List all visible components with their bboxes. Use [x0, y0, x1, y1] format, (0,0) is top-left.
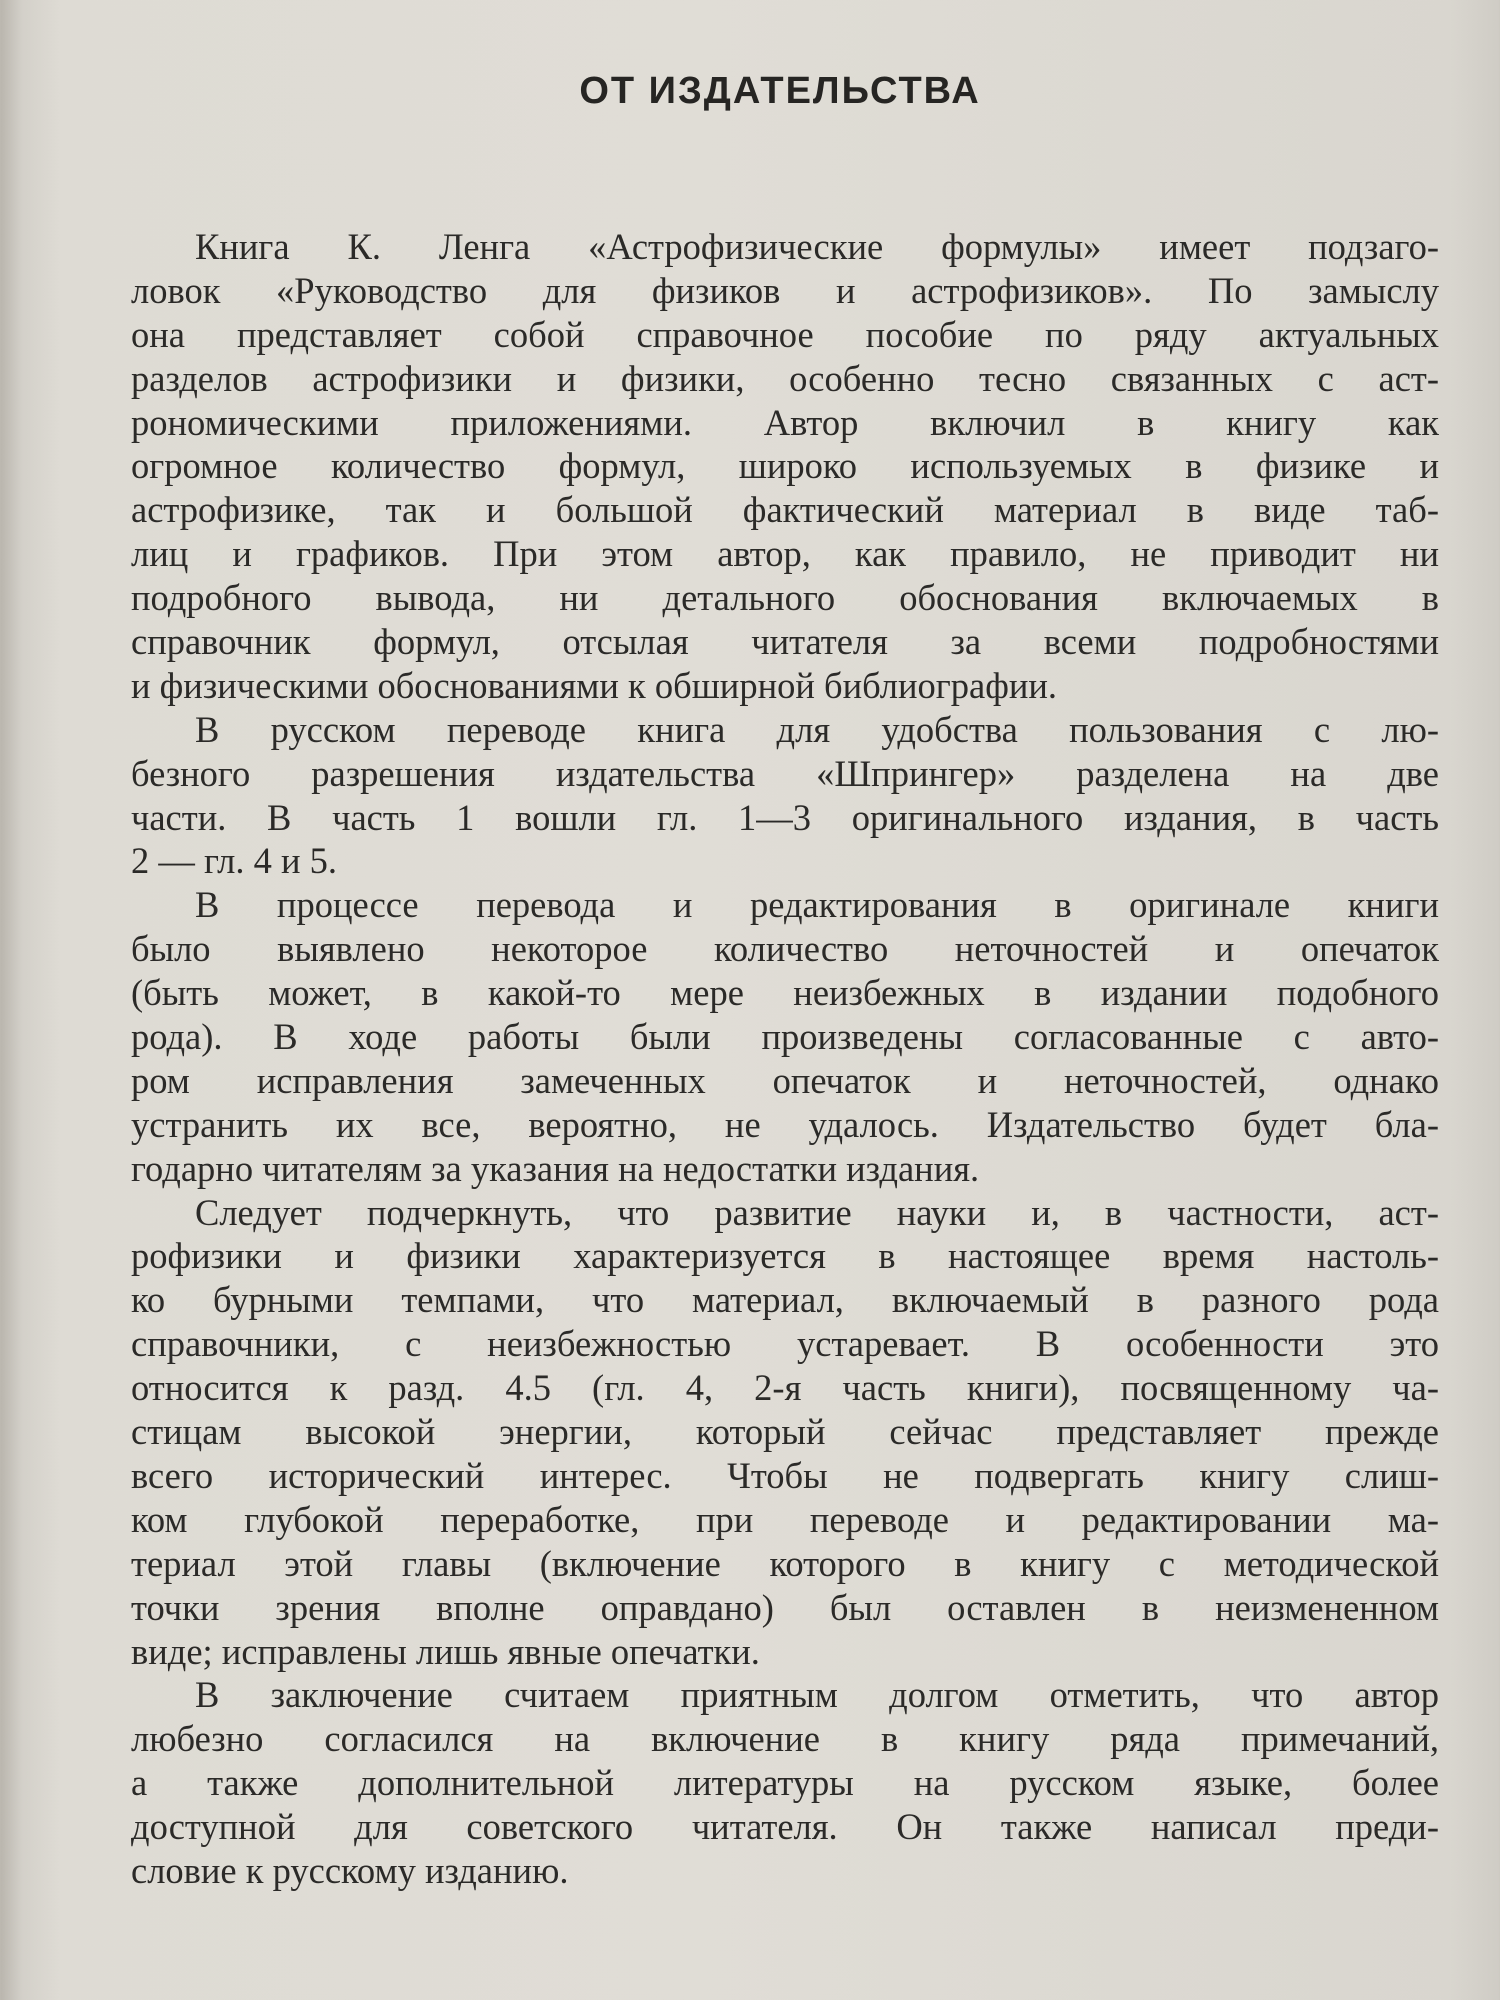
- text-line: рода). В ходе работы были произведены согласованные с авто-: [131, 1016, 1439, 1058]
- text-line: относится к разд. 4.5 (гл. 4, 2-я часть книги), посвященному ча-: [131, 1367, 1439, 1409]
- text-line: точки зрения вполне оправдано) был оставлен в неизмененном: [131, 1586, 1439, 1628]
- page-title: ОТ ИЗДАТЕЛЬСТВА: [579, 70, 981, 112]
- text-line: справочники, с неизбежностью устаревает. В особенности это: [131, 1323, 1439, 1365]
- text-line: а также дополнительной литературы на русском языке, более: [131, 1762, 1439, 1804]
- text-line: ром исправления замеченных опечаток и неточностей, однако: [131, 1059, 1439, 1101]
- text-line: териал этой главы (включение которого в книгу с методической: [131, 1542, 1439, 1584]
- text-line: огромное количество формул, широко используемых в физике и: [131, 445, 1439, 487]
- page-body: [131, 225, 1439, 1893]
- text-line: доступной для советского читателя. Он также написал преди-: [131, 1806, 1439, 1848]
- text-line: годарно читателям за указания на недостатки издания.: [131, 1147, 980, 1189]
- text-line: и физическими обоснованиями к обширной библиографии.: [131, 664, 1058, 706]
- text-line: Книга К. Ленга «Астрофизические формулы» имеет подзаго-: [195, 226, 1439, 267]
- text-line: она представляет собой справочное пособие по ряду актуальных: [131, 313, 1439, 355]
- text-line: части. В часть 1 вошли гл. 1—3 оригинального издания, в часть: [131, 796, 1439, 838]
- text-line: виде; исправлены лишь явные опечатки.: [131, 1630, 760, 1672]
- text-line: всего исторический интерес. Чтобы не подвергать книгу слиш-: [131, 1454, 1439, 1496]
- text-line: астрофизике, так и большой фактический материал в виде таб-: [131, 489, 1439, 531]
- text-line: было выявлено некоторое количество неточностей и опечаток: [131, 928, 1439, 970]
- text-line: ком глубокой переработке, при переводе и редактировании ма-: [131, 1498, 1439, 1540]
- text-line: В процессе перевода и редактирования в оригинале книги: [195, 884, 1439, 926]
- text-line: устранить их все, вероятно, не удалось. Издательство будет бла-: [131, 1103, 1439, 1145]
- text-line: (быть может, в какой-то мере неизбежных в издании подобного: [131, 972, 1439, 1014]
- text-line: рофизики и физики характеризуется в настоящее время настоль-: [131, 1235, 1439, 1277]
- text-line: 2 — гл. 4 и 5.: [131, 840, 337, 882]
- text-line: разделов астрофизики и физики, особенно тесно связанных с аст-: [131, 357, 1439, 399]
- text-line: лиц и графиков. При этом автор, как правило, не приводит ни: [131, 533, 1439, 575]
- text-line: рономическими приложениями. Автор включил в книгу как: [131, 401, 1439, 443]
- text-line: ловок «Руководство для физиков и астрофизиков». По замыслу: [131, 269, 1439, 311]
- text-line: ко бурными темпами, что материал, включаемый в разного рода: [131, 1279, 1439, 1321]
- text-line: В заключение считаем приятным долгом отметить, что автор: [195, 1674, 1439, 1716]
- text-line: справочник формул, отсылая читателя за всеми подробностями: [131, 621, 1439, 663]
- text-line: подробного вывода, ни детального обоснования включаемых в: [131, 577, 1439, 619]
- text-line: безного разрешения издательства «Шпрингер» разделена на две: [131, 752, 1439, 794]
- text-line: стицам высокой энергии, который сейчас представляет прежде: [131, 1411, 1439, 1453]
- text-line: любезно согласился на включение в книгу ряда примечаний,: [131, 1718, 1439, 1760]
- text-line: словие к русскому изданию.: [131, 1849, 569, 1891]
- text-line: В русском переводе книга для удобства пользования с лю-: [195, 708, 1439, 750]
- text-line: Следует подчеркнуть, что развитие науки и, в частности, аст-: [195, 1191, 1439, 1233]
